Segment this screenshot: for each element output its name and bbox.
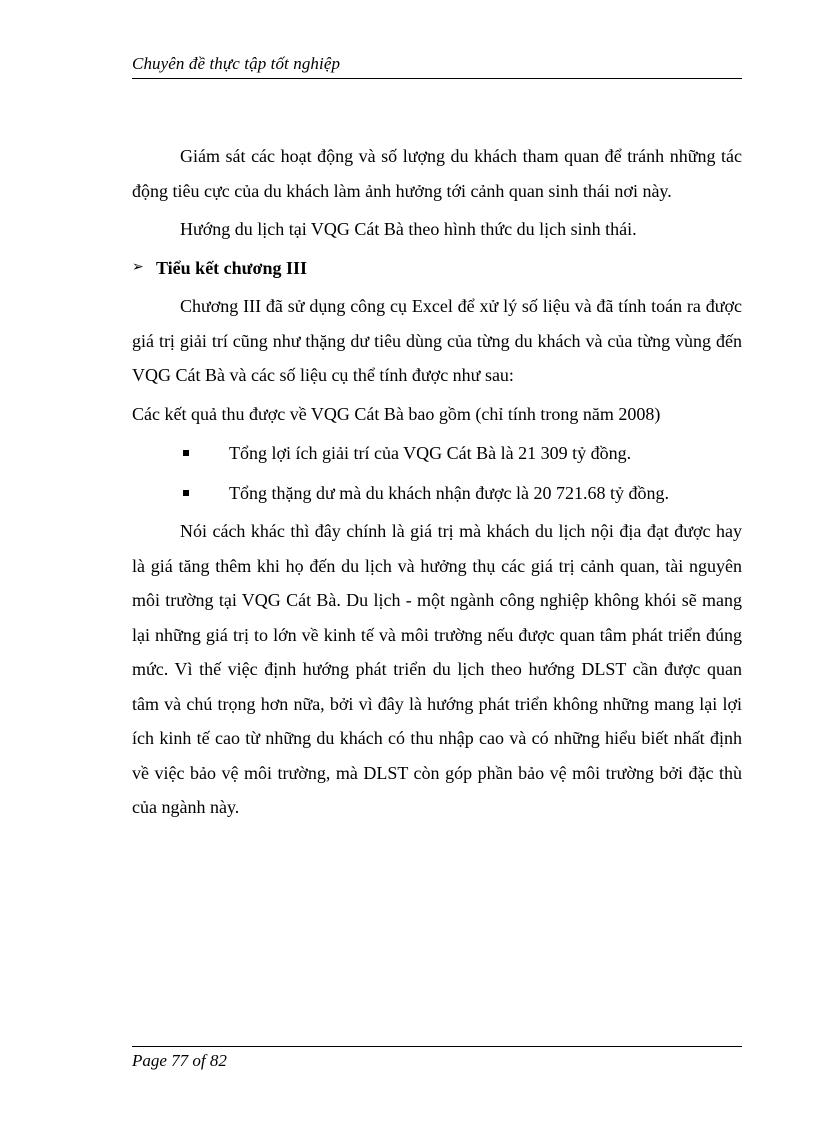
paragraph-ecotourism: Hướng du lịch tại VQG Cát Bà theo hình thức du lịch sinh thái. (180, 219, 637, 239)
list-item-text: Tổng lợi ích giải trí của VQG Cát Bà là 21 309 tỷ đồng. (229, 443, 632, 463)
page-number: Page 77 of 82 (132, 1051, 227, 1070)
list-item (132, 476, 742, 511)
results-list (132, 436, 742, 510)
list-item (132, 436, 742, 471)
list-item-text: Tổng thặng dư mà du khách nhận được là 20 721.68 tỷ đồng. (229, 482, 669, 503)
square-bullet-icon (183, 490, 189, 496)
section-heading (132, 251, 742, 286)
arrow-bullet-icon: ➢ (132, 259, 144, 275)
paragraph-monitoring: Giám sát các hoạt động và số lượng du khách tham quan để tránh những tác động tiêu cực của du khách làm ảnh hưởng tới cảnh quan sinh thái nơi này. (132, 146, 742, 201)
document-body (132, 139, 742, 825)
header-title: Chuyên đề thực tập tốt nghiệp (132, 54, 341, 73)
square-bullet-icon (183, 450, 189, 456)
paragraph-conclusion: Nói cách khác thì đây chính là giá trị mà khách du lịch nội địa đạt được hay là giá tăng thêm khi họ đến du lịch và hưởng thụ các giá trị cảnh quan, tài nguyên môi trường tại VQG Cát Bà. Du lịch - một ngành công nghiệp không khói sẽ mang lại những giá trị to lớn về kinh tế và môi trường nếu được quan tâm phát triển đúng mức. Vì thế việc định hướng phát triển du lịch theo hướng DLST cần được quan tâm và chú trọng hơn nữa, bởi vì đây là hướng phát triển không những mang lại lợi ích kinh tế cao từ những du khách có thu nhập cao và có những hiểu biết nhất định về việc bảo vệ môi trường, mà DLST còn góp phần bảo vệ môi trường bởi đặc thù của ngành này. (132, 521, 742, 817)
paragraph-summary: Chương III đã sử dụng công cụ Excel để xử lý số liệu và đã tính toán ra được giá trị giải trí cũng như thặng dư tiêu dùng của từng du khách và của từng vùng đến VQG Cát Bà và các số liệu cụ thể tính được như sau: (132, 296, 742, 385)
section-heading-text: Tiểu kết chương III (156, 257, 307, 278)
page-header (132, 52, 742, 79)
paragraph-results-intro: Các kết quả thu được về VQG Cát Bà bao gồm (chỉ tính trong năm 2008) (132, 403, 661, 424)
page-footer (132, 1046, 742, 1071)
